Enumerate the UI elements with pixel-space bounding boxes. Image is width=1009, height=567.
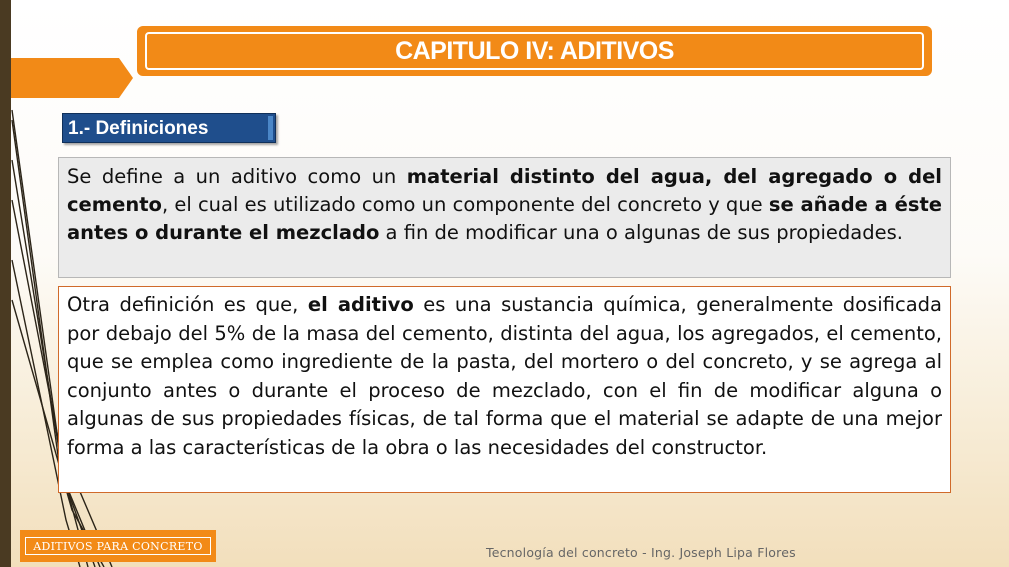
section-heading: 1.- Definiciones <box>62 113 276 143</box>
definition2-bold-a: el aditivo <box>307 293 414 316</box>
definition1-text-b: , el cual es utilizado como un componente del concreto y que <box>161 193 769 216</box>
definition2-text-b: es una sustancia química, generalmente dosificada por debajo del 5% de la masa del cemento, distinta del agua, los agregados, el cemento, que se emplea como ingrediente de la pasta, del mortero o del concreto, y se agrega al conjunto antes o durante el proceso de mezclado, con el fin de modificar alguna o algunas de sus propiedades físicas, de tal forma que el material se adapte de una mejor forma a las características de la obra o las necesidades del constructor. <box>67 293 942 459</box>
footer-tag-label: ADITIVOS PARA CONCRETO <box>25 537 211 555</box>
definition1-bold-a: material distinto del agua, del agregado o del cemento <box>67 165 942 216</box>
definition-box-1 <box>58 157 951 278</box>
title-banner <box>137 26 932 76</box>
definition-box-2 <box>58 286 951 493</box>
definition1-text-a: Se define a un aditivo como un <box>67 165 407 188</box>
footer-tag <box>20 530 216 562</box>
definition-paragraph-1 <box>67 163 942 247</box>
definition-paragraph-2 <box>67 291 942 463</box>
footer-credit: Tecnología del concreto - Ing. Joseph Lipa Flores <box>486 545 796 560</box>
orange-arrow-decoration <box>11 58 133 98</box>
definition1-text-c: a fin de modificar una o algunas de sus propiedades. <box>379 221 903 244</box>
slide-title: CAPITULO IV: ADITIVOS <box>145 32 924 70</box>
definition1-bold-b: se añade a éste antes o durante el mezclado <box>67 193 942 244</box>
definition2-text-a: Otra definición es que, <box>67 293 308 316</box>
